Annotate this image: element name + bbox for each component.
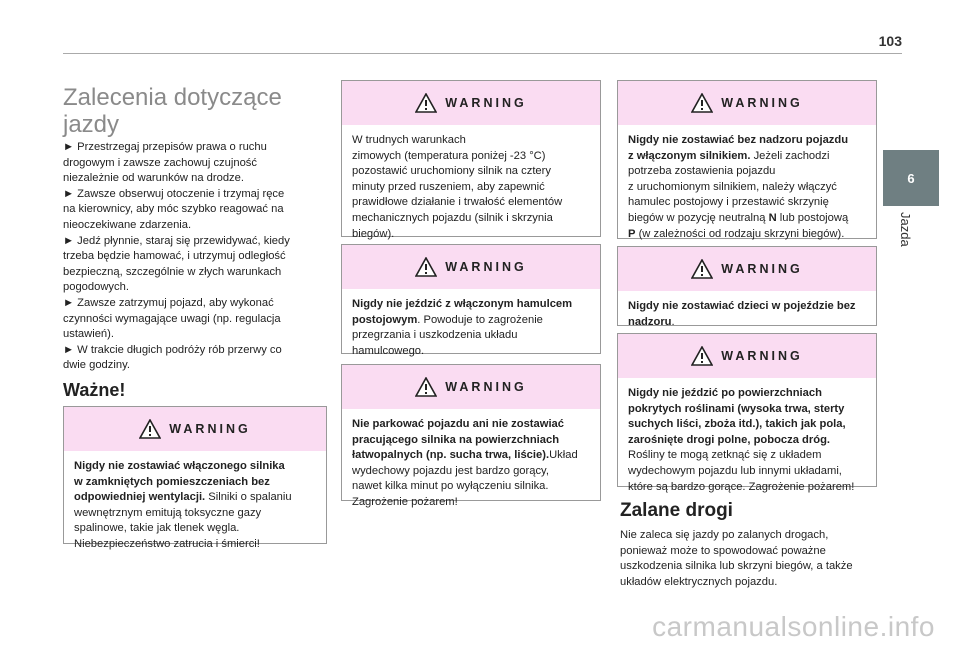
warning-header xyxy=(342,81,600,125)
warning-header xyxy=(64,407,326,451)
warning-label: WARNING xyxy=(721,262,803,276)
top-divider xyxy=(63,53,902,54)
section-label: Jazda xyxy=(898,212,913,247)
warning-label: WARNING xyxy=(445,96,527,110)
warning-text: Nigdy nie zostawiać bez nadzoru pojazdu z włączonym silnikiem. Jeżeli zachodzi potrzeba zostawienia pojazdu z uruchomionym silnikiem, należy włączyć hamulec postojowy i przestawić skrzynię biegów w pozycję neutralną N lub postojową P (w zależności od rodzaju skrzyni biegów). xyxy=(628,134,849,240)
warning-text: Nigdy nie jeździć z włączonym hamulcem postojowym. Powoduje to zagrożenie przegrzania i uszkodzenia układu hamulcowego. xyxy=(352,298,573,357)
warning-text: Nigdy nie zostawiać dzieci w pojeździe bez nadzoru. xyxy=(628,300,856,328)
warning-triangle-icon xyxy=(415,377,437,397)
warning-label: WARNING xyxy=(169,422,251,436)
warning-box-flammable xyxy=(341,364,601,508)
warning-box-vegetation xyxy=(617,333,877,493)
warning-triangle-icon xyxy=(139,419,161,439)
warning-triangle-icon xyxy=(691,93,713,113)
warning-text: Nigdy nie zostawiać włączonego silnika w zamkniętych pomieszczeniach bez odpowiedniej wentylacji. Silniki o spalaniu wewnętrznym emitują toksyczne gazy spalinowe, takie jak tlenek węgla. Niebezpieczeństwo zatrucia i śmierci! xyxy=(74,460,292,550)
warning-label: WARNING xyxy=(445,260,527,274)
warning-text: Nie parkować pojazdu ani nie zostawiać pracującego silnika na powierzchniach łatwopalnych (np. sucha trwa, liście).Układ wydechowy pojazdu jest bardzo gorący, nawet kilka minut po wyłączeniu silnika. Zagrożenie pożarem! xyxy=(352,418,578,508)
warning-box-unattended-vehicle xyxy=(617,80,877,239)
warning-triangle-icon xyxy=(415,257,437,277)
warning-box-ventilation xyxy=(63,406,327,550)
warning-label: WARNING xyxy=(721,96,803,110)
watermark: carmanualsonline.info xyxy=(652,611,935,642)
page-number: 103 xyxy=(878,33,902,49)
flooded-roads-heading: Zalane drogi xyxy=(620,500,733,521)
warning-label: WARNING xyxy=(445,380,527,394)
warning-box-children xyxy=(617,246,877,326)
driving-tips: ► Przestrzegaj przepisów prawa o ruchu drogowym i zawsze zachowuj czujność niezależnie od warunków na drodze. ► Zawsze obserwuj otoczenie i trzymaj ręce na kierownicy, aby móc szybko reagować na nieoczekiwane zdarzenia. ► Jedź płynnie, staraj się przewidywać, kiedy trzeba będzie hamować, i utrzymuj odległość bezpieczną, szczególnie w złych warunkach pogodowych. ► Zawsze zatrzymuj pojazd, aby wykonać czynności wymagające uwagi (np. regulacja ustawień). ► W trakcie długich podróży rób przerwy co dwie godziny. xyxy=(63,141,290,372)
warning-header xyxy=(342,245,600,289)
warning-text: Nigdy nie jeździć po powierzchniach pokrytych roślinami (wysoka trwa, sterty suchych liści, zboża itd.), takich jak pola, zarośnięte drogi polne, pobocza dróg. Rośliny te mogą zetknąć się z układem wydechowym pojazdu lub innymi układami, które są bardzo gorące. Zagrożenie pożarem! xyxy=(628,387,855,493)
section-tab[interactable]: 6 xyxy=(883,150,939,206)
flooded-roads-section xyxy=(620,500,880,590)
warning-header xyxy=(618,247,876,291)
important-heading: Ważne! xyxy=(63,380,126,400)
warning-label: WARNING xyxy=(721,349,803,363)
warning-triangle-icon xyxy=(691,259,713,279)
warning-triangle-icon xyxy=(415,93,437,113)
warning-triangle-icon xyxy=(691,346,713,366)
warning-header xyxy=(342,365,600,409)
flooded-roads-text: Nie zaleca się jazdy po zalanych drogach, ponieważ może to spowodować poważne uszkodzenia silnika lub skrzyni biegów, a także układów elektrycznych pojazdu. xyxy=(620,529,853,588)
warning-header xyxy=(618,81,876,125)
warning-text: W trudnych warunkach zimowych (temperatura poniżej -23 °C) pozostawić uruchomiony silnik na cztery minuty przed ruszeniem, aby zapewnić prawidłowe działanie i trwałość elementów mechanicznych pojazdu (silnik i skrzynia biegów). xyxy=(352,134,563,240)
page-title: Zalecenia dotyczące jazdy xyxy=(63,84,282,138)
warning-box-handbrake xyxy=(341,244,601,357)
warning-box-winter xyxy=(341,80,601,240)
warning-header xyxy=(618,334,876,378)
